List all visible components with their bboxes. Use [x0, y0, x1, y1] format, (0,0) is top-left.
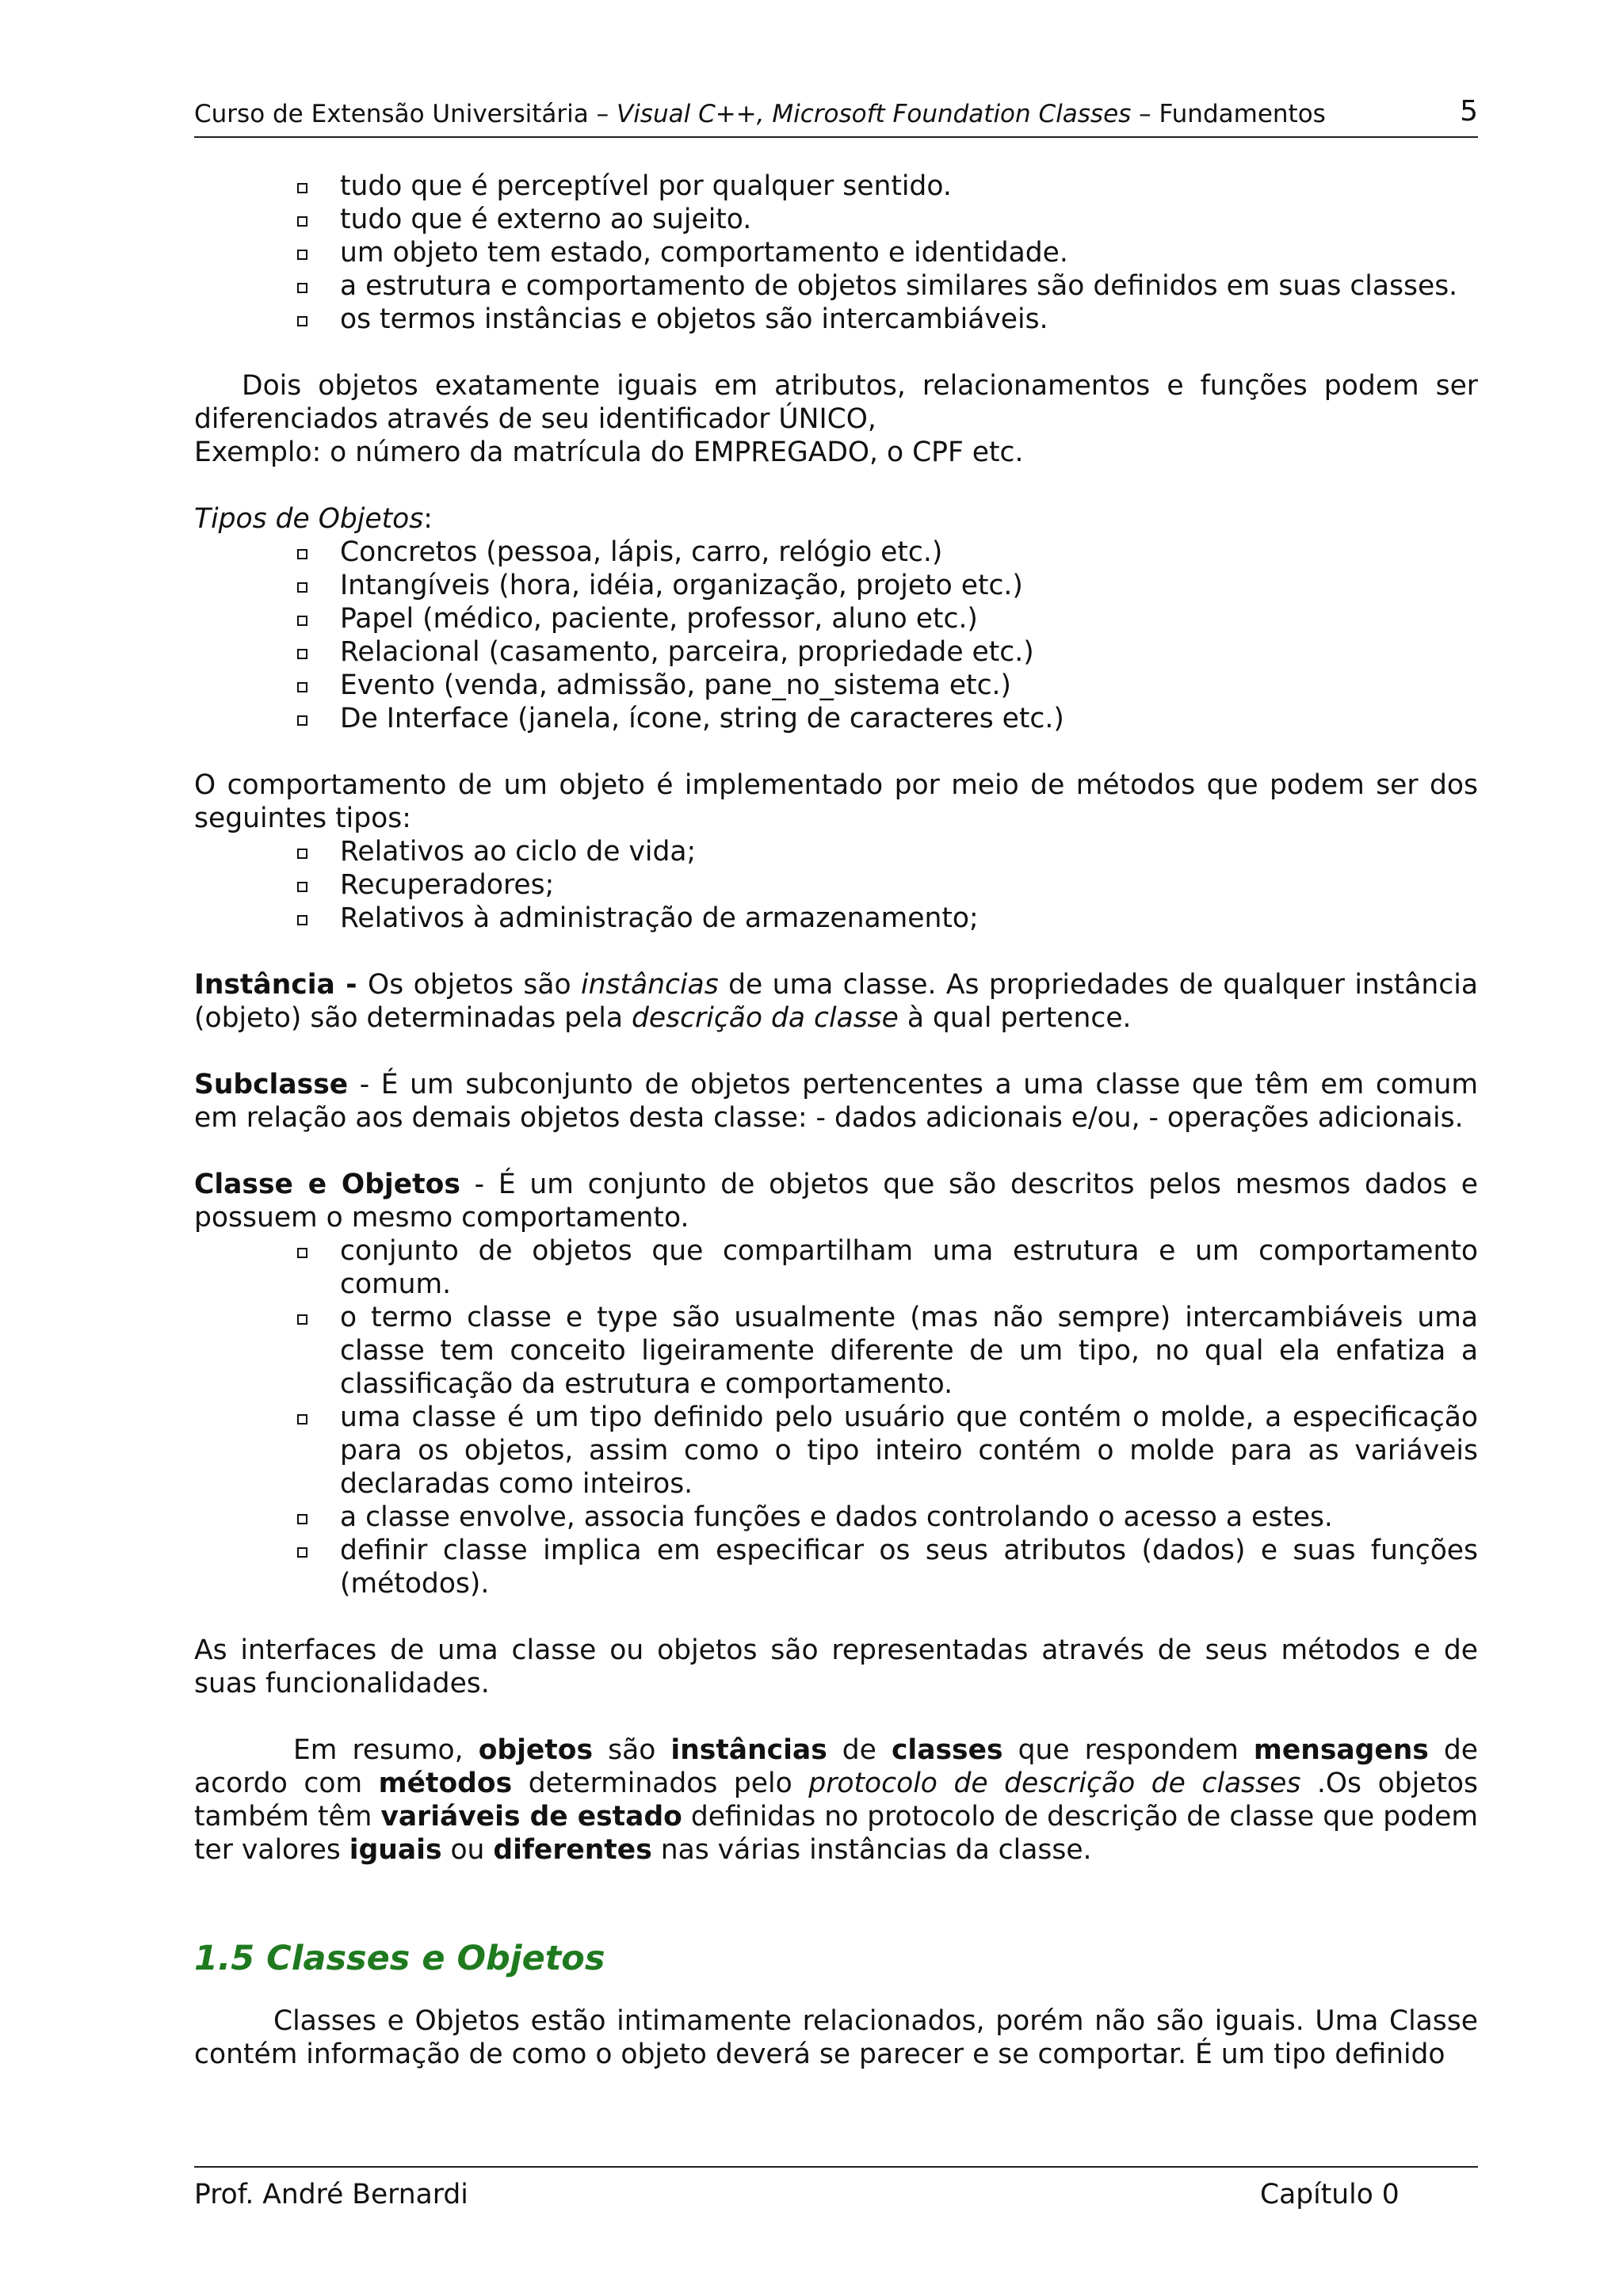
bullet-list-metodos	[194, 835, 1478, 935]
list-item: tudo que é perceptível por qualquer sentido.	[340, 170, 1478, 203]
header-title: Curso de Extensão Universitária – Visual C++, Microsoft Foundation Classes – Fundamentos	[194, 100, 1326, 128]
page-footer	[194, 2166, 1478, 2210]
list-item: uma classe é um tipo definido pelo usuário que contém o molde, a especificação para os objetos, assim como o tipo inteiro contém o molde para as variáveis declaradas como inteiros.	[340, 1402, 1478, 1500]
list-item: a classe envolve, associa funções e dados controlando o acesso a estes.	[340, 1501, 1478, 1534]
list-item: Evento (venda, admissão, pane_no_sistema etc.)	[340, 669, 1478, 702]
list-item: Relativos à administração de armazenamento;	[340, 902, 1478, 935]
list-item: os termos instâncias e objetos são intercambiáveis.	[340, 303, 1478, 336]
paragraph-instancia: Instância - Os objetos são instâncias de uma classe. As propriedades de qualquer instância (objeto) são determinadas pela descrição da classe à qual pertence.	[194, 969, 1478, 1034]
bullet-list-definitions	[194, 170, 1478, 336]
list-item: definir classe implica em especificar os seus atributos (dados) e suas funções (métodos).	[340, 1535, 1478, 1600]
paragraph-classe-objetos: Classe e Objetos - É um conjunto de objetos que são descritos pelos mesmos dados e possuem o mesmo comportamento.	[194, 1169, 1478, 1234]
list-item: Relacional (casamento, parceira, propriedade etc.)	[340, 635, 1478, 669]
paragraph-classes-objetos: Classes e Objetos estão intimamente relacionados, porém não são iguais. Uma Classe contém informação de como o objeto deverá se parecer e se comportar. É um tipo definido	[194, 2005, 1478, 2070]
section-heading: 1.5 Classes e Objetos	[194, 1939, 605, 1978]
list-item: De Interface (janela, ícone, string de caracteres etc.)	[340, 702, 1478, 735]
paragraph-resumo: Em resumo, objetos são instâncias de classes que respondem mensagens de acordo com métodos determinados pelo protocolo de descrição de classes .Os objetos também têm variáveis de estado definidas no protocolo de descrição de classe que podem ter valores iguais ou diferentes nas várias instâncias da classe.	[194, 1734, 1479, 1866]
paragraph-dois-objetos: Dois objetos exatamente iguais em atributos, relacionamentos e funções podem ser diferenciados através de seu identificador ÚNICO,	[194, 370, 1478, 435]
list-item: Recuperadores;	[340, 868, 1478, 902]
list-item: Intangíveis (hora, idéia, organização, projeto etc.)	[340, 569, 1478, 602]
list-item: um objeto tem estado, comportamento e identidade.	[340, 236, 1478, 269]
page-number: 5	[1460, 95, 1478, 128]
list-item: Concretos (pessoa, lápis, carro, relógio etc.)	[340, 536, 1478, 569]
paragraph-subclasse: Subclasse - É um subconjunto de objetos pertencentes a uma classe que têm em comum em relação aos demais objetos desta classe: - dados adicionais e/ou, - operações adicionais.	[194, 1069, 1478, 1134]
footer-chapter: Capítulo 0	[1260, 2179, 1400, 2210]
tipos-heading: Tipos de Objetos:	[194, 503, 433, 535]
bullet-list-classe	[194, 1234, 1478, 1600]
paragraph-interfaces: As interfaces de uma classe ou objetos são representadas através de seus métodos e de suas funcionalidades.	[194, 1634, 1478, 1699]
paragraph-exemplo: Exemplo: o número da matrícula do EMPREGADO, o CPF etc.	[194, 437, 1024, 468]
list-item: Papel (médico, paciente, professor, aluno etc.)	[340, 602, 1478, 635]
page-content	[194, 170, 1478, 2071]
list-item: tudo que é externo ao sujeito.	[340, 203, 1478, 236]
footer-author: Prof. André Bernardi	[194, 2179, 468, 2210]
list-item: o termo classe e type são usualmente (mas não sempre) intercambiáveis uma classe tem conceito ligeiramente diferente de um tipo, no qual ela enfatiza a classificação da estrutura e comportamento.	[340, 1302, 1478, 1400]
list-item: a estrutura e comportamento de objetos similares são definidos em suas classes.	[340, 269, 1478, 303]
paragraph-comportamento: O comportamento de um objeto é implementado por meio de métodos que podem ser dos seguintes tipos:	[194, 769, 1478, 834]
list-item: Relativos ao ciclo de vida;	[340, 835, 1478, 868]
list-item: conjunto de objetos que compartilham uma estrutura e um comportamento comum.	[340, 1235, 1478, 1300]
bullet-list-tipos	[194, 536, 1478, 735]
page-header	[194, 95, 1478, 138]
